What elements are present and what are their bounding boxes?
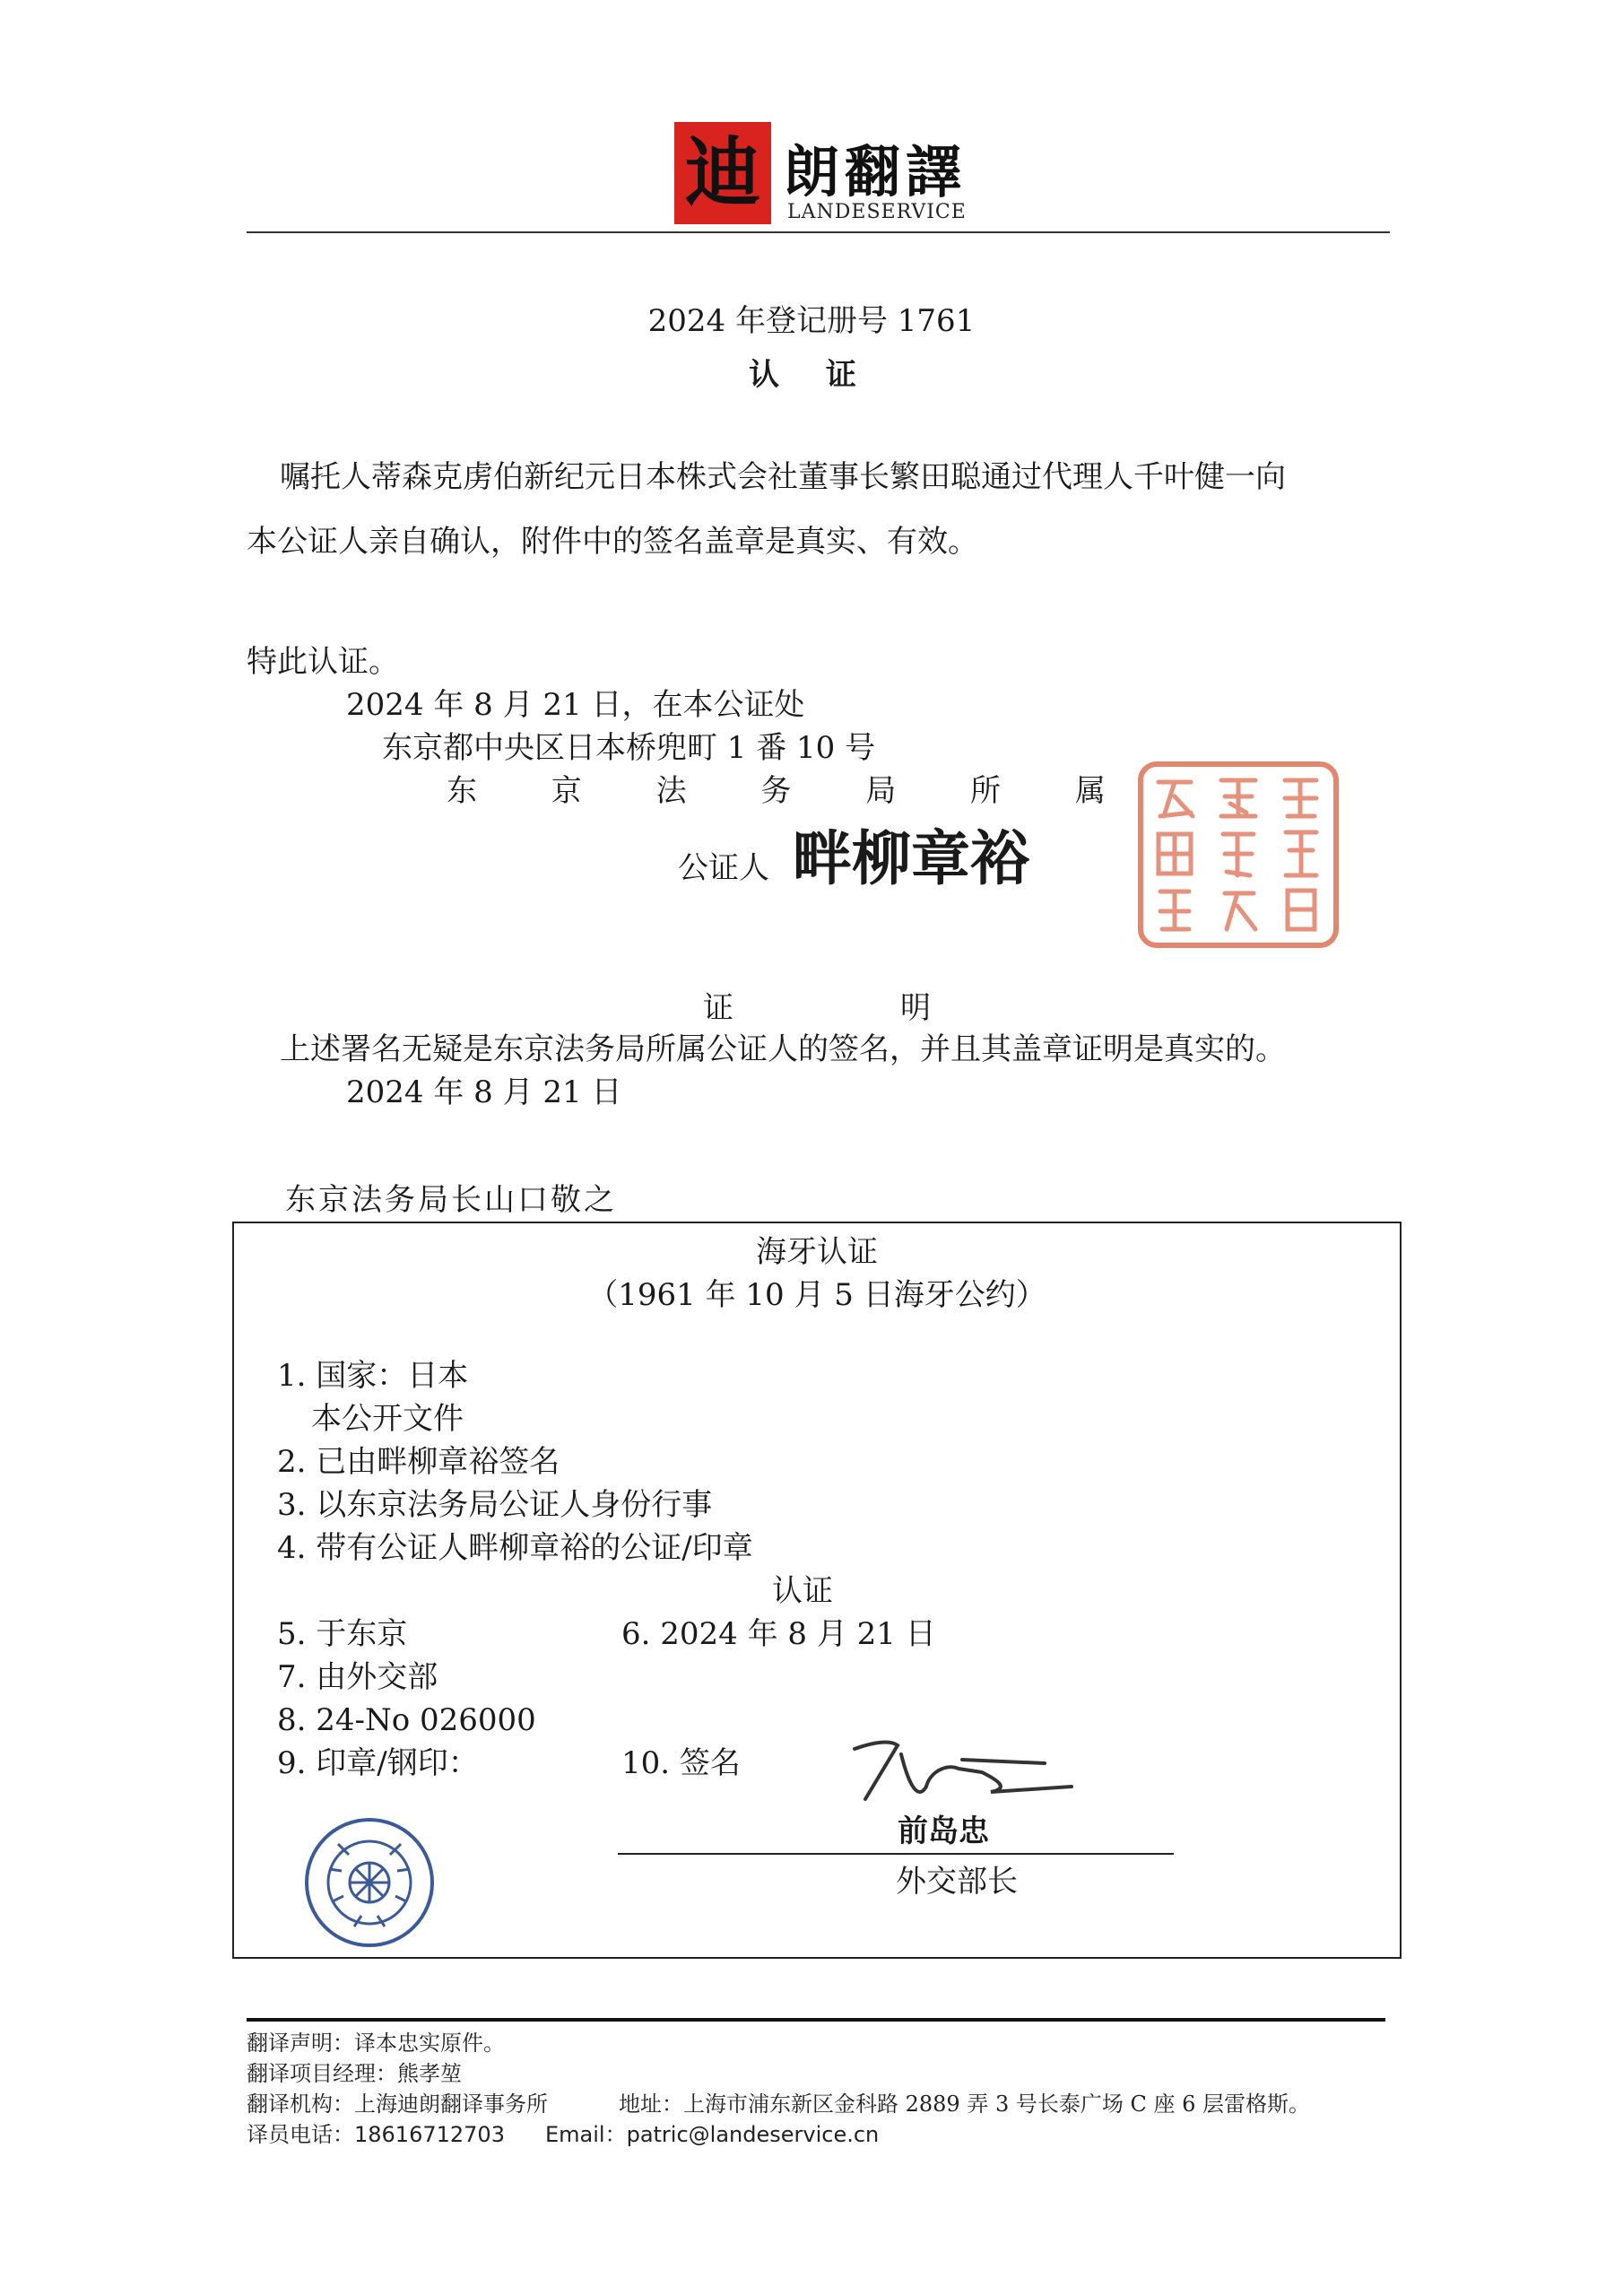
project-manager: 翻译项目经理：熊孝堃 [247, 2061, 462, 2086]
apostille-item-place: 5. 于东京 [277, 1616, 408, 1652]
logo-english: LANDESERVICE [787, 201, 967, 223]
footer-divider [247, 2018, 1385, 2022]
proof-statement: 上述署名无疑是东京法务局所属公证人的签名，并且其盖章证明是真实的。 [280, 1031, 1286, 1067]
apostille-box [232, 1222, 1402, 1959]
proof-title-part1: 证 [703, 990, 733, 1026]
apostille-title: 海牙认证 [756, 1234, 878, 1270]
certification-paragraph-line1: 嘱托人蒂森克虏伯新纪元日本株式会社董事长繁田聪通过代理人千叶健一向 [280, 459, 1286, 495]
logo-name: 朗翻譯 [784, 139, 968, 204]
notary-seal [1137, 761, 1340, 949]
apostille-certified-label: 认证 [772, 1573, 833, 1609]
signer-title: 外交部长 [896, 1864, 1018, 1900]
apostille-item-capacity: 3. 以东京法务局公证人身份行事 [277, 1487, 713, 1523]
apostille-item-stamp: 9. 印章/钢印： [277, 1745, 479, 1781]
signer-name: 前岛忠 [898, 1813, 989, 1849]
certification-date-place: 2024 年 8 月 21 日，在本公证处 [346, 687, 805, 723]
apostille-item-document: 本公开文件 [311, 1401, 464, 1437]
apostille-item-signature: 10. 签名 [621, 1745, 741, 1781]
ministry-seal [302, 1815, 437, 1950]
apostille-item-number: 8. 24-No 026000 [277, 1702, 536, 1738]
apostille-item-signed-by: 2. 已由畔柳章裕签名 [277, 1444, 560, 1480]
apostille-item-seal: 4. 带有公证人畔柳章裕的公证/印章 [277, 1530, 753, 1566]
apostille-subtitle: （1961 年 10 月 5 日海牙公约） [587, 1277, 1046, 1313]
bureau-director: 东京法务局长山口敬之 [285, 1182, 617, 1218]
apostille-item-authority: 7. 由外交部 [277, 1659, 438, 1695]
company-logo [674, 122, 979, 230]
notary-name: 畔柳章裕 [793, 824, 1029, 893]
signature-line [618, 1853, 1174, 1855]
proof-date: 2024 年 8 月 21 日 [346, 1074, 622, 1110]
notary-label: 公证人 [678, 850, 769, 886]
hereby-certified: 特此认证。 [247, 644, 399, 680]
registration-number: 2024 年登记册号 1761 [647, 303, 976, 339]
contact-email[interactable]: Email：patric@landeservice.cn [545, 2122, 880, 2147]
logo-mark: 迪 [674, 122, 771, 224]
translation-agency: 翻译机构：上海迪朗翻译事务所 [247, 2092, 548, 2117]
certification-paragraph-line2: 本公证人亲自确认，附件中的签名盖章是真实、有效。 [247, 524, 978, 560]
translator-phone: 译员电话：18616712703 [247, 2122, 505, 2147]
certification-title: 认 证 [749, 357, 874, 393]
legal-affairs-bureau: 东 京 法 务 局 所 属 [447, 773, 1138, 809]
apostille-item-country: 1. 国家：日本 [277, 1358, 469, 1394]
apostille-item-date: 6. 2024 年 8 月 21 日 [621, 1616, 936, 1652]
translation-statement: 翻译声明：译本忠实原件。 [247, 2031, 505, 2056]
proof-title-part2: 明 [900, 990, 931, 1026]
agency-address: 地址：上海市浦东新区金科路 2889 弄 3 号长泰广场 C 座 6 层雷格斯。 [619, 2092, 1311, 2117]
notary-office-address: 东京都中央区日本桥兜町 1 番 10 号 [382, 730, 876, 766]
handwritten-signature [847, 1736, 1081, 1808]
header-divider [247, 231, 1390, 233]
